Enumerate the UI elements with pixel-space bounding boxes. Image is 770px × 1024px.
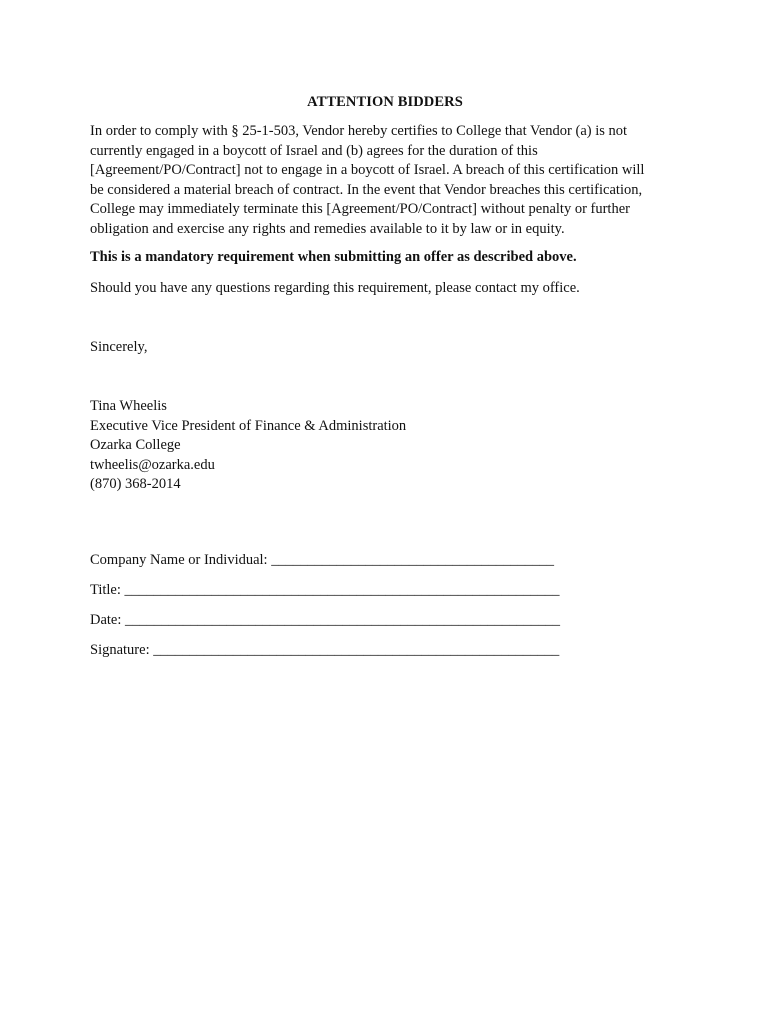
- question-line: Should you have any questions regarding this requirement, please contact my office.: [90, 280, 580, 296]
- title-field: Title: ____________________________________________________________: [90, 582, 560, 598]
- document-title: ATTENTION BIDDERS: [307, 94, 463, 110]
- body-line: College may immediately terminate this [Agreement/PO/Contract] without penalty or further: [90, 201, 630, 217]
- certification-paragraph: [90, 122, 644, 239]
- closing-salutation: Sincerely,: [90, 339, 148, 355]
- body-line: obligation and exercise any rights and remedies available to it by law or in equity.: [90, 220, 565, 237]
- signer-phone: (870) 368-2014: [90, 476, 181, 492]
- form-fields: [90, 551, 560, 671]
- signer-email: twheelis@ozarka.edu: [90, 456, 215, 473]
- mandatory-notice: This is a mandatory requirement when submitting an offer as described above.: [90, 249, 577, 265]
- signer-name: Tina Wheelis: [90, 398, 167, 414]
- body-line: [Agreement/PO/Contract] not to engage in a boycott of Israel. A breach of this certification will: [90, 162, 645, 178]
- body-line: currently engaged in a boycott of Israel and (b) agrees for the duration of this: [90, 142, 538, 159]
- company-name-field: Company Name or Individual: _______________________________________: [90, 552, 554, 568]
- signer-title: Executive Vice President of Finance & Administration: [90, 417, 407, 434]
- signature-field: Signature: ________________________________________________________: [90, 642, 560, 658]
- body-line: In order to comply with § 25-1-503, Vendor hereby certifies to College that Vendor (a) is not: [90, 123, 628, 139]
- body-line: be considered a material breach of contract. In the event that Vendor breaches this certification,: [90, 181, 643, 198]
- date-field: Date: ____________________________________________________________: [90, 612, 561, 628]
- signer-block: [90, 397, 406, 495]
- signer-organization: Ozarka College: [90, 437, 181, 453]
